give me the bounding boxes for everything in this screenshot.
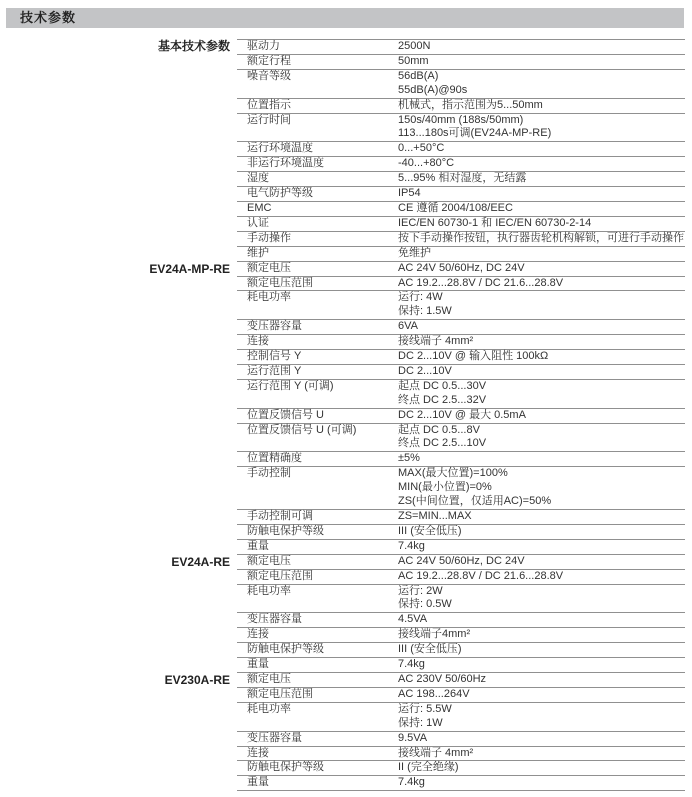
param-value xyxy=(398,747,685,761)
param-name: 额定电压 xyxy=(247,261,291,274)
param-value xyxy=(398,187,685,201)
value-line: III (安全低压) xyxy=(398,524,462,537)
section-rows xyxy=(237,555,685,673)
table-row xyxy=(237,776,685,791)
param-value xyxy=(398,232,685,246)
section-rows xyxy=(237,262,685,555)
section-header-bar xyxy=(6,8,684,28)
param-name: 湿度 xyxy=(247,172,269,185)
value-line: 0...+50°C xyxy=(398,142,445,155)
section-label: EV24A-RE xyxy=(171,554,230,569)
param-value xyxy=(398,688,685,702)
value-line: 免维护 xyxy=(398,246,431,259)
param-value xyxy=(398,643,685,657)
param-value xyxy=(398,510,685,524)
param-name: 位置反馈信号 U (可调) xyxy=(247,423,357,436)
param-name: 连接 xyxy=(247,628,269,641)
param-value xyxy=(398,570,685,584)
param-name: 额定电压范围 xyxy=(247,276,313,289)
param-name: 防触电保护等级 xyxy=(247,761,324,774)
param-value xyxy=(398,703,685,731)
table-row xyxy=(237,555,685,570)
param-name: 变压器容量 xyxy=(247,731,302,744)
value-line: AC 198...264V xyxy=(398,687,470,700)
value-line: 保持: 0.5W xyxy=(398,598,452,611)
value-line: DC 2...10V xyxy=(398,364,452,377)
value-line: 终点 DC 2.5...10V xyxy=(398,437,487,450)
param-value xyxy=(398,217,685,231)
table-row xyxy=(237,202,685,217)
param-value xyxy=(398,467,685,509)
spec-section xyxy=(0,262,685,555)
param-name: 手动控制可调 xyxy=(247,510,313,522)
table-row xyxy=(237,217,685,232)
value-line: DC 2...10V @ 最大 0.5mA xyxy=(398,408,526,421)
table-row xyxy=(237,467,685,510)
value-line: AC 19.2...28.8V / DC 21.6...28.8V xyxy=(398,569,564,582)
table-row xyxy=(237,703,685,732)
param-name: 重量 xyxy=(247,658,269,671)
table-row xyxy=(237,673,685,688)
page-title: 技术参数 xyxy=(20,10,77,25)
table-row xyxy=(237,232,685,247)
param-name: 手动控制 xyxy=(247,467,291,480)
param-value xyxy=(398,761,685,775)
param-name: 防触电保护等级 xyxy=(247,524,324,537)
table-row xyxy=(237,570,685,585)
value-line: 接线端子4mm² xyxy=(398,628,471,641)
value-line: 保持: 1.5W xyxy=(398,305,452,318)
table-row xyxy=(237,688,685,703)
param-value xyxy=(398,540,685,554)
table-row xyxy=(237,732,685,747)
table-row xyxy=(237,409,685,424)
table-row xyxy=(237,55,685,70)
param-name: 噪音等级 xyxy=(247,69,291,82)
param-name: 防触电保护等级 xyxy=(247,643,324,656)
param-value xyxy=(398,673,685,687)
table-row xyxy=(237,262,685,277)
param-value xyxy=(398,114,685,142)
value-line: 7.4kg xyxy=(398,539,425,552)
table-row xyxy=(237,320,685,335)
value-line: 运行: 5.5W xyxy=(398,702,452,715)
table-row xyxy=(237,761,685,776)
param-name: 额定行程 xyxy=(247,54,291,67)
param-name: 控制信号 Y xyxy=(247,350,302,363)
param-name: 重量 xyxy=(247,539,269,552)
value-line: 50mm xyxy=(398,54,429,67)
value-line: 4.5VA xyxy=(398,613,428,626)
value-line: 保持: 1W xyxy=(398,716,443,729)
value-line: IEC/EN 60730-1 和 IEC/EN 60730-2-14 xyxy=(398,216,592,229)
value-line: 7.4kg xyxy=(398,776,425,789)
param-value xyxy=(398,585,685,613)
table-row xyxy=(237,628,685,643)
param-value xyxy=(398,424,685,452)
table-row xyxy=(237,540,685,555)
value-line: 5...95% 相对湿度，无结露 xyxy=(398,172,527,185)
param-name: 运行范围 Y xyxy=(247,364,302,377)
param-name: 重量 xyxy=(247,776,269,789)
param-value xyxy=(398,142,685,156)
table-row xyxy=(237,40,685,55)
param-name: 变压器容量 xyxy=(247,613,302,626)
section-rows xyxy=(237,39,685,262)
table-row xyxy=(237,157,685,172)
section-rows xyxy=(237,673,685,791)
table-row xyxy=(237,525,685,540)
value-line: DC 2...10V @ 输入阻性 100kΩ xyxy=(398,350,549,363)
param-name: 运行范围 Y (可调) xyxy=(247,379,334,392)
value-line: AC 24V 50/60Hz, DC 24V xyxy=(398,554,525,567)
param-name: 连接 xyxy=(247,335,269,348)
value-line: 150s/40mm (188s/50mm) xyxy=(398,113,524,126)
param-name: 额定电压 xyxy=(247,672,291,685)
param-name: 非运行环境温度 xyxy=(247,157,324,170)
table-row xyxy=(237,247,685,262)
param-value xyxy=(398,365,685,379)
value-line: 6VA xyxy=(398,320,418,333)
param-value xyxy=(398,40,685,54)
table-row xyxy=(237,613,685,628)
param-name: 耗电功率 xyxy=(247,584,291,597)
spec-section xyxy=(0,555,685,673)
table-row xyxy=(237,452,685,467)
value-line: 运行: 2W xyxy=(398,584,443,597)
value-line: 接线端子 4mm² xyxy=(398,335,474,348)
param-value xyxy=(398,350,685,364)
value-line: ZS=MIN...MAX xyxy=(398,510,472,522)
table-row xyxy=(237,187,685,202)
value-line: II (完全绝缘) xyxy=(398,761,459,774)
table-row xyxy=(237,380,685,409)
param-value xyxy=(398,55,685,69)
param-value xyxy=(398,262,685,276)
value-line: ±5% xyxy=(398,452,420,465)
table-row xyxy=(237,365,685,380)
value-line: IP54 xyxy=(398,187,421,200)
param-name: 位置精确度 xyxy=(247,452,302,465)
table-row xyxy=(237,335,685,350)
table-row xyxy=(237,291,685,320)
param-name: 额定电压范围 xyxy=(247,687,313,700)
table-row xyxy=(237,70,685,99)
param-value xyxy=(398,291,685,319)
param-value xyxy=(398,172,685,186)
value-line: 机械式，指示范围为5...50mm xyxy=(398,98,543,111)
param-value xyxy=(398,525,685,539)
value-line: 9.5VA xyxy=(398,731,428,744)
value-line: MAX(最大位置)=100% xyxy=(398,467,508,480)
table-row xyxy=(237,585,685,614)
param-value xyxy=(398,452,685,466)
value-line: III (安全低压) xyxy=(398,643,462,656)
param-value xyxy=(398,335,685,349)
param-value xyxy=(398,613,685,627)
param-name: 耗电功率 xyxy=(247,702,291,715)
section-label: EV24A-MP-RE xyxy=(149,261,230,276)
param-value xyxy=(398,628,685,642)
param-name: 电气防护等级 xyxy=(247,187,313,200)
value-line: 起点 DC 0.5...30V xyxy=(398,379,487,392)
table-row xyxy=(237,142,685,157)
param-value xyxy=(398,70,685,98)
param-value xyxy=(398,99,685,113)
param-name: 变压器容量 xyxy=(247,320,302,333)
table-row xyxy=(237,99,685,114)
param-value xyxy=(398,409,685,423)
value-line: 113...180s可调(EV24A-MP-RE) xyxy=(398,127,552,140)
param-value xyxy=(398,247,685,261)
param-value xyxy=(398,277,685,291)
table-row xyxy=(237,747,685,762)
value-line: 2500N xyxy=(398,40,431,52)
value-line: AC 230V 50/60Hz xyxy=(398,672,487,685)
value-line: AC 19.2...28.8V / DC 21.6...28.8V xyxy=(398,276,564,289)
param-value xyxy=(398,380,685,408)
table-row xyxy=(237,424,685,453)
table-row xyxy=(237,350,685,365)
section-label: 基本技术参数 xyxy=(157,39,230,53)
spec-table xyxy=(0,39,685,791)
value-line: 起点 DC 0.5...8V xyxy=(398,423,480,436)
param-name: 位置指示 xyxy=(247,98,291,111)
table-row xyxy=(237,277,685,292)
table-row xyxy=(237,172,685,187)
table-row xyxy=(237,658,685,673)
param-value xyxy=(398,320,685,334)
value-line: MIN(最小位置)=0% xyxy=(398,481,492,494)
spec-section xyxy=(0,673,685,791)
value-line: 56dB(A) xyxy=(398,69,439,82)
param-name: 认证 xyxy=(247,216,269,229)
param-name: 额定电压 xyxy=(247,554,291,567)
value-line: 终点 DC 2.5...32V xyxy=(398,393,487,406)
value-line: ZS(中间位置，仅适用AC)=50% xyxy=(398,495,552,508)
table-row xyxy=(237,114,685,143)
param-name: 运行时间 xyxy=(247,113,291,126)
value-line: -40...+80°C xyxy=(398,157,455,170)
param-name: 位置反馈信号 U xyxy=(247,408,324,421)
param-value xyxy=(398,157,685,171)
value-line: 运行: 4W xyxy=(398,291,443,304)
value-line: CE 遵循 2004/108/EEC xyxy=(398,201,513,214)
param-value xyxy=(398,555,685,569)
param-value xyxy=(398,732,685,746)
param-name: 手动操作 xyxy=(247,231,291,244)
spec-section xyxy=(0,39,685,262)
table-row xyxy=(237,643,685,658)
param-value xyxy=(398,658,685,672)
param-name: 维护 xyxy=(247,246,269,259)
value-line: 接线端子 4mm² xyxy=(398,746,474,759)
section-label: EV230A-RE xyxy=(164,672,230,687)
param-value xyxy=(398,776,685,790)
value-line: AC 24V 50/60Hz, DC 24V xyxy=(398,261,525,274)
param-name: 驱动力 xyxy=(247,40,280,52)
value-line: 按下手动操作按钮，执行器齿轮机构解锁，可进行手动操作 xyxy=(398,231,684,244)
value-line: 55dB(A)@90s xyxy=(398,83,468,96)
param-value xyxy=(398,202,685,216)
param-name: 运行环境温度 xyxy=(247,142,313,155)
param-name: 耗电功率 xyxy=(247,291,291,304)
value-line: 7.4kg xyxy=(398,658,425,671)
param-name: 额定电压范围 xyxy=(247,569,313,582)
table-row xyxy=(237,510,685,525)
param-name: 连接 xyxy=(247,746,269,759)
param-name: EMC xyxy=(247,201,272,214)
